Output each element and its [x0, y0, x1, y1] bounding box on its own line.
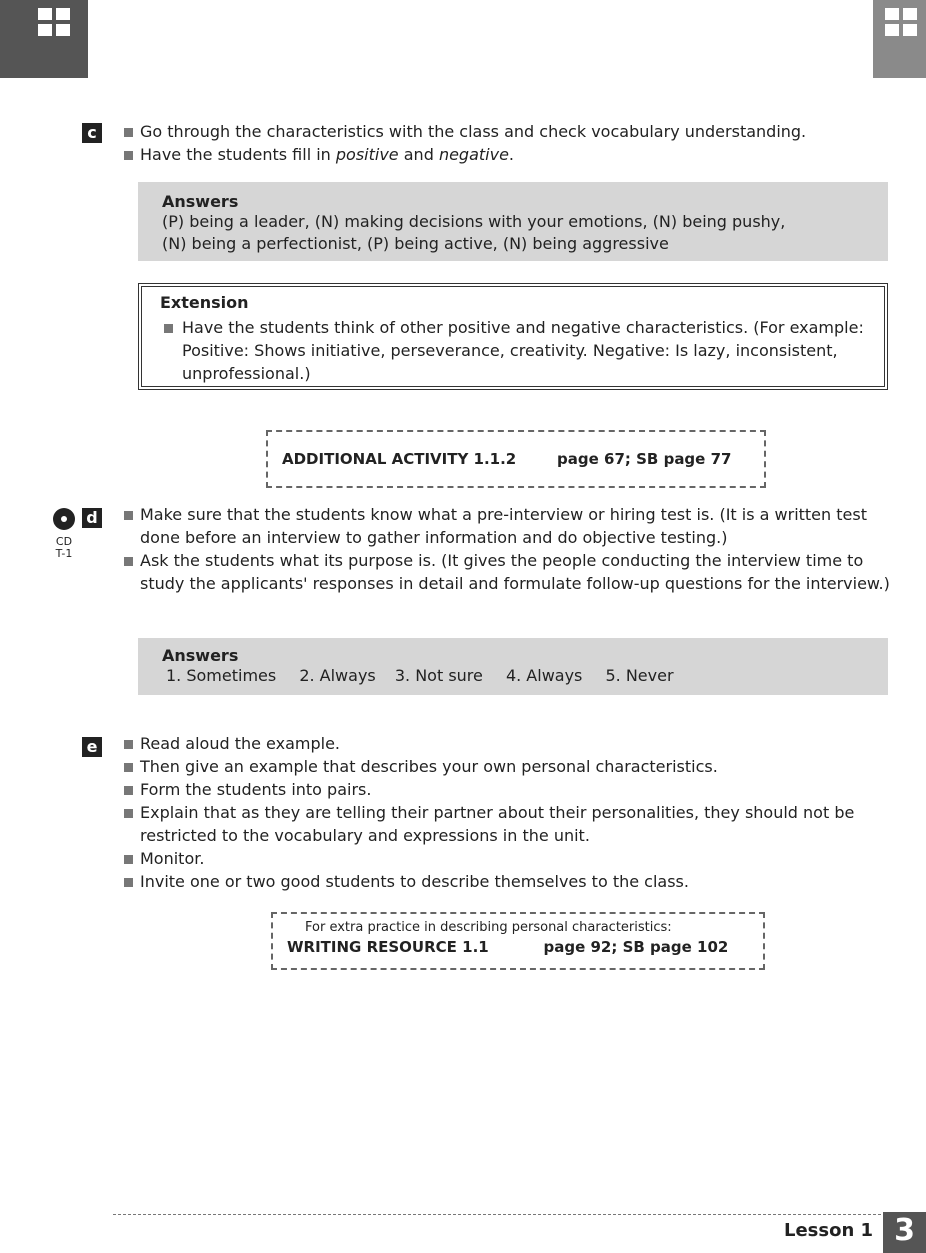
lesson-label: Lesson 1	[784, 1220, 874, 1241]
list-item: Ask the students what its purpose is. (It gives the people conducting the interview time to study the applicants' responses in detail and formulate follow-up questions for the interview.)	[122, 549, 897, 595]
answer-item: 3. Not sure	[394, 666, 483, 685]
extension-box	[138, 283, 888, 390]
section-c-badge: c	[82, 123, 102, 143]
list-item: Invite one or two good students to describe themselves to the class.	[122, 870, 897, 893]
list-item: Then give an example that describes your own personal characteristics.	[122, 755, 897, 778]
extension-text: Have the students think of other positive and negative characteristics. (For example: Positive: Shows initiative, perseverance, creativity. Negative: Is lazy, inconsistent, unprofessional.)	[160, 316, 866, 385]
list-item: Explain that as they are telling their partner about their personalities, they should not be restricted to the vocabulary and expressions in the unit.	[122, 801, 897, 847]
grid-icon	[885, 8, 919, 38]
corner-tab-left	[0, 0, 88, 78]
cd-track-label: CD T-1	[55, 535, 73, 560]
writing-resource-intro: For extra practice in describing personal characteristics:	[305, 920, 672, 935]
answers-box-d	[138, 638, 888, 695]
section-e-bullets	[122, 732, 897, 893]
answer-item: 1. Sometimes	[166, 666, 277, 685]
additional-activity-page-ref: page 67; SB page 77	[557, 450, 732, 468]
answers-box-c	[138, 182, 888, 261]
grid-icon	[38, 8, 72, 38]
section-d-bullets	[122, 503, 897, 595]
cd-icon	[53, 508, 75, 530]
section-c-bullets	[122, 120, 912, 166]
answer-item: 4. Always	[505, 666, 583, 685]
list-item: Read aloud the example.	[122, 732, 897, 755]
list-item: Form the students into pairs.	[122, 778, 897, 801]
list-item: Monitor.	[122, 847, 897, 870]
extension-title: Extension	[160, 293, 249, 312]
answer-item: 2. Always	[299, 666, 376, 685]
answers-title: Answers	[162, 646, 239, 665]
answer-item: 5. Never	[605, 666, 674, 685]
writing-resource-label: WRITING RESOURCE 1.1	[287, 938, 489, 956]
corner-tab-right	[873, 0, 926, 78]
answers-line: (N) being a perfectionist, (P) being active, (N) being aggressive	[162, 234, 669, 253]
section-d-badge: d	[82, 508, 102, 528]
answers-title: Answers	[162, 192, 239, 211]
additional-activity-label: ADDITIONAL ACTIVITY 1.1.2	[282, 450, 517, 468]
list-item: Make sure that the students know what a pre-interview or hiring test is. (It is a written test done before an interview to gather information and do objective testing.)	[122, 503, 897, 549]
page-number: 3	[883, 1212, 926, 1253]
writing-resource-page-ref: page 92; SB page 102	[543, 938, 729, 956]
additional-activity-box	[266, 430, 766, 488]
list-item: Go through the characteristics with the class and check vocabulary understanding.	[122, 120, 912, 143]
writing-resource-box	[271, 912, 765, 970]
answers-line: (P) being a leader, (N) making decisions with your emotions, (N) being pushy,	[162, 212, 786, 231]
list-item: Have the students fill in positive and negative.	[122, 143, 912, 166]
answers-row	[166, 665, 888, 687]
section-e-badge: e	[82, 737, 102, 757]
footer-divider	[113, 1214, 881, 1215]
